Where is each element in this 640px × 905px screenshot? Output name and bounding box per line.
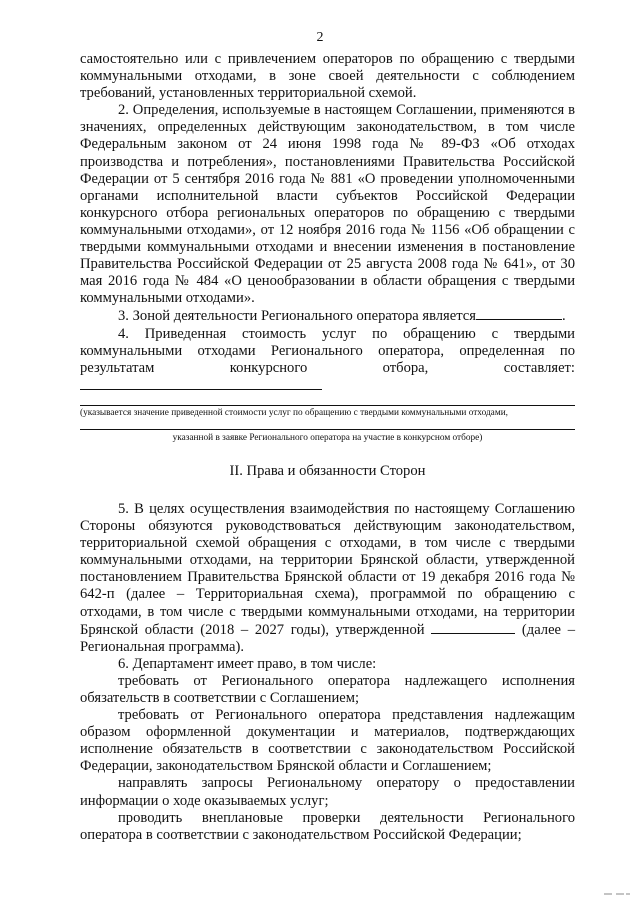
paragraph-zone: 3. Зоной деятельности Регионального оператора является . <box>118 308 566 325</box>
paragraph-right-2: требовать от Регионального оператора представления надлежащим образом оформленной документации и материалов, подтверждающих исполнение обязательств в соответствии с законодательством Российской Федерации, законодательством Брянской области и Соглашением; <box>80 707 575 775</box>
cost-blank-line <box>80 377 322 390</box>
paragraph-cost <box>80 326 575 395</box>
paragraph-right-4: проводить внеплановые проверки деятельности Регионального оператора в соответствии с законодательством Российской Федерации; <box>80 809 575 843</box>
footnote-text-1: (указывается значение приведенной стоимости услуг по обращению с твердыми коммунальными отходами, <box>80 407 508 418</box>
paragraph-legislation-text: 5. В целях осуществления взаимодействия по настоящему Соглашению Стороны обязуются руководствоваться действующим законодательством, территориальной схемой обращения с отходами, в том числе с твердыми коммунальными отходами, на территории Брянской области, утвержденной постановлением Правительства Брянской области от 19 декабря 2016 года № 642-п (далее – Территориальная схема), программой по обращению с отходами, в том числе с твердыми коммунальными отходами, на территории Брянской области (2018 – 2027 годы), утвержденной <box>80 500 575 638</box>
paragraph-definitions: 2. Определения, используемые в настоящем Соглашении, применяются в значениях, определенных действующим законодательством, в том числе Федеральным законом от 24 июня 1998 года № 89-ФЗ «Об отходах производства и потребления», постановлениями Правительства Российской Федерации от 5 сентября 2016 года № 881 «О проведении уполномоченными органами исполнительной власти субъектов Российской Федерации конкурсного отбора региональных операторов по обращению с твердыми коммунальными отходами», от 12 ноября 2016 года № 1156 «Об обращении с твердыми коммунальными отходами и внесении изменения в постановление Правительства Российской Федерации от 25 августа 2008 года № 641», от 30 мая 2016 года № 484 «О ценообразовании в области обращения с твердыми коммунальными отходами». <box>80 102 575 307</box>
paragraph-right-1: требовать от Регионального оператора надлежащего исполнения обязательств в соответствии с Соглашением; <box>80 672 575 706</box>
program-blank-line <box>431 621 515 634</box>
zone-blank-line <box>476 307 562 320</box>
footnote-text-2: указанной в заявке Регионального оператора на участие в конкурсном отборе) <box>172 432 483 443</box>
paragraph-right-3: направлять запросы Региональному оператору о предоставлении информации о ходе оказываемых услуг; <box>80 775 575 809</box>
paragraph-zone-text: 3. Зоной деятельности Регионального оператора является <box>118 308 476 325</box>
section-title: II. Права и обязанности Сторон <box>229 462 426 479</box>
paragraph-legislation-tail: (далее – Региональная программа). <box>80 621 575 655</box>
paragraph-legislation <box>80 501 575 656</box>
paragraph-continuation: самостоятельно или с привлечением операторов по обращению с твердыми коммунальными отходами, в зоне своей деятельности с соблюдением требований, установленных территориальной схемой. <box>80 51 575 102</box>
scan-mark-icon <box>602 885 632 899</box>
footnote <box>80 405 575 444</box>
page-number: 2 <box>316 30 324 45</box>
footnote-line-2 <box>80 429 575 430</box>
paragraph-cost-text: 4. Приведенная стоимость услуг по обращению с твердыми коммунальными отходами Регионального оператора, определенная по результатам конкурсного отбора, составляет: <box>80 325 575 376</box>
document-body <box>80 51 575 844</box>
footnote-line-1 <box>80 405 575 406</box>
paragraph-department-rights: 6. Департамент имеет право, в том числе: <box>118 655 377 672</box>
